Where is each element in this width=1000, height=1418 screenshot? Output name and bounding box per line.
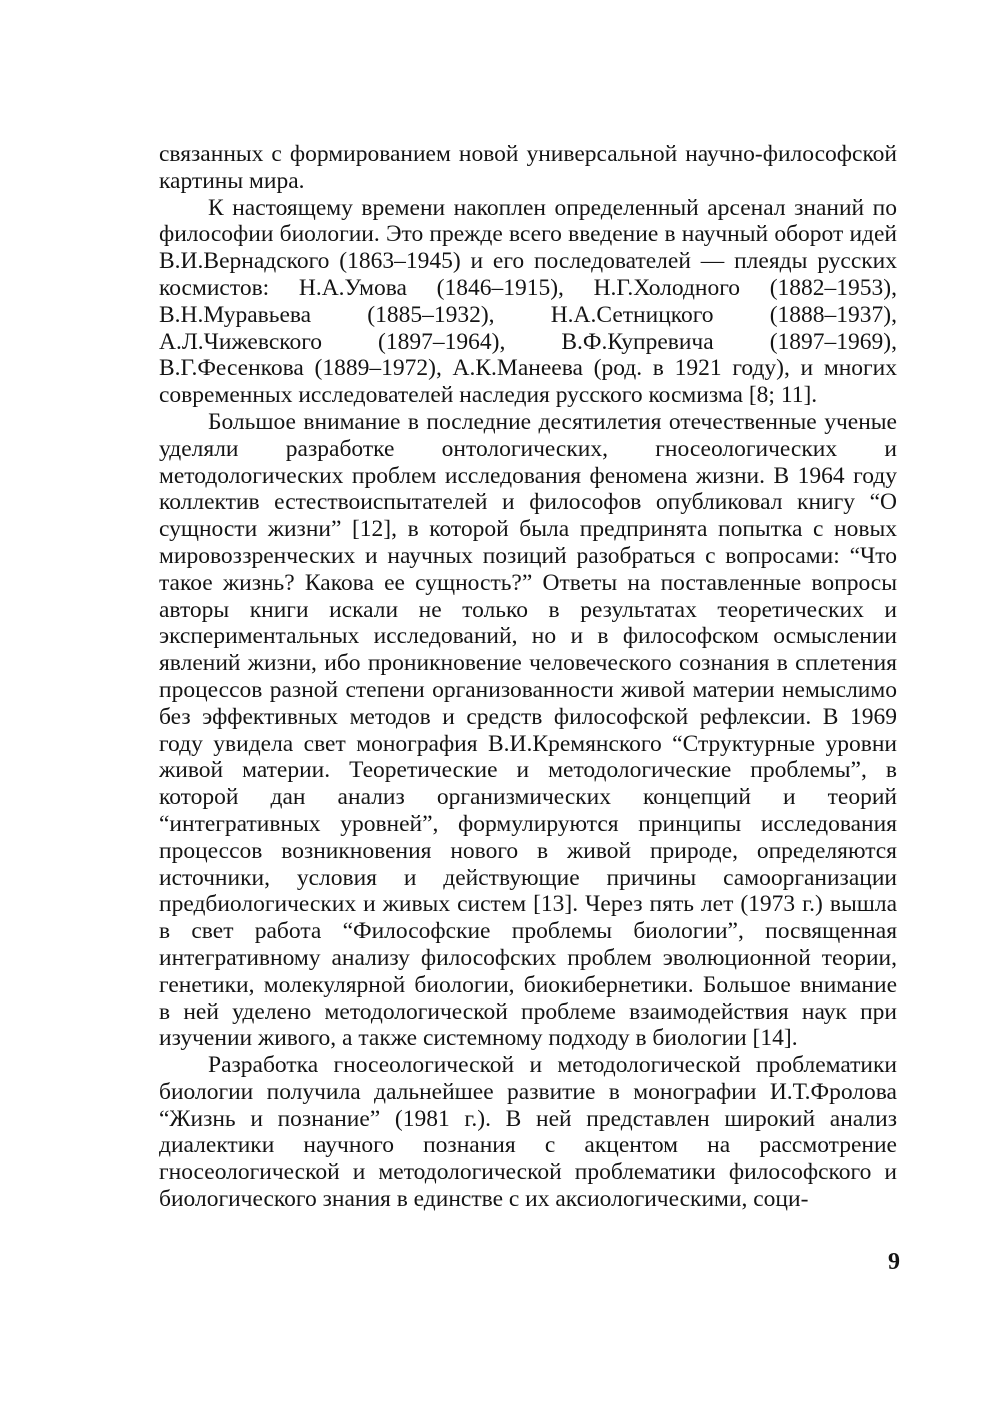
body-text [159, 141, 897, 1213]
paragraph-continuation: связанных с формированием новой универсальной научно-философской картины мира. [159, 141, 897, 194]
paragraph-cosmists: К настоящему времени накоплен определенный арсенал знаний по философии биологии. Это прежде всего введение в научный оборот идей В.И.Вернадского (1863–1945) и его последователей — плеяды русских космистов: Н.А.Умова (1846–1915), Н.Г.Холодного (1882–1953), В.Н.Муравьева (1885–1932), Н.А.Сетницкого (1888–1937), А.Л.Чижевского (1897–1964), В.Ф.Купревича (1897–1969), В.Г.Фесенкова (1889–1972), А.К.Манеева (род. в 1921 году), и многих современных исследователей наследия русского космизма [8; 11]. [159, 194, 897, 409]
paragraph-life-phenomenon: Большое внимание в последние десятилетия отечественные ученые уделяли разработке онтологических, гносеологических и методологических проблем исследования феномена жизни. В 1964 году коллектив естествоиспытателей и философов опубликовал книгу “О сущности жизни” [12], в которой была предпринята попытка с новых мировоззренческих и научных позиций разобраться с вопросами: “Что такое жизнь? Какова ее сущность?” Ответы на поставленные вопросы авторы книги искали не только в результатах теоретических и экспериментальных исследований, но и в философском осмыслении явлений жизни, ибо проникновение человеческого сознания в сплетения процессов разной степени организованности живой материи немыслимо без эффективных методов и средств философской рефлексии. В 1969 году увидела свет монография В.И.Кремянского “Структурные уровни живой материи. Теоретические и методологические проблемы”, в которой дан анализ организмических концепций и теорий “интегративных уровней”, формулируются принципы исследования процессов возникновения нового в живой природе, определяются источники, условия и действующие причины самоорганизации предбиологических и живых систем [13]. Через пять лет (1973 г.) вышла в свет работа “Философские проблемы биологии”, посвященная интегративному анализу философских проблем эволюционной теории, генетики, молекулярной биологии, биокибернетики. Большое внимание в ней уделено методологической проблеме взаимодействия наук при изучении живого, а также системному подходу в биологии [14]. [159, 408, 897, 1052]
page-number: 9 [888, 1249, 900, 1275]
paragraph-frolov: Разработка гносеологической и методологической проблематики биологии получила дальнейшее развитие в монографии И.Т.Фролова “Жизнь и познание” (1981 г.). В ней представлен широкий анализ диалектики научного познания с акцентом на рассмотрение гносеологической и методологической проблематики философского и биологического знания в единстве с их аксиологическими, соци- [159, 1052, 897, 1213]
